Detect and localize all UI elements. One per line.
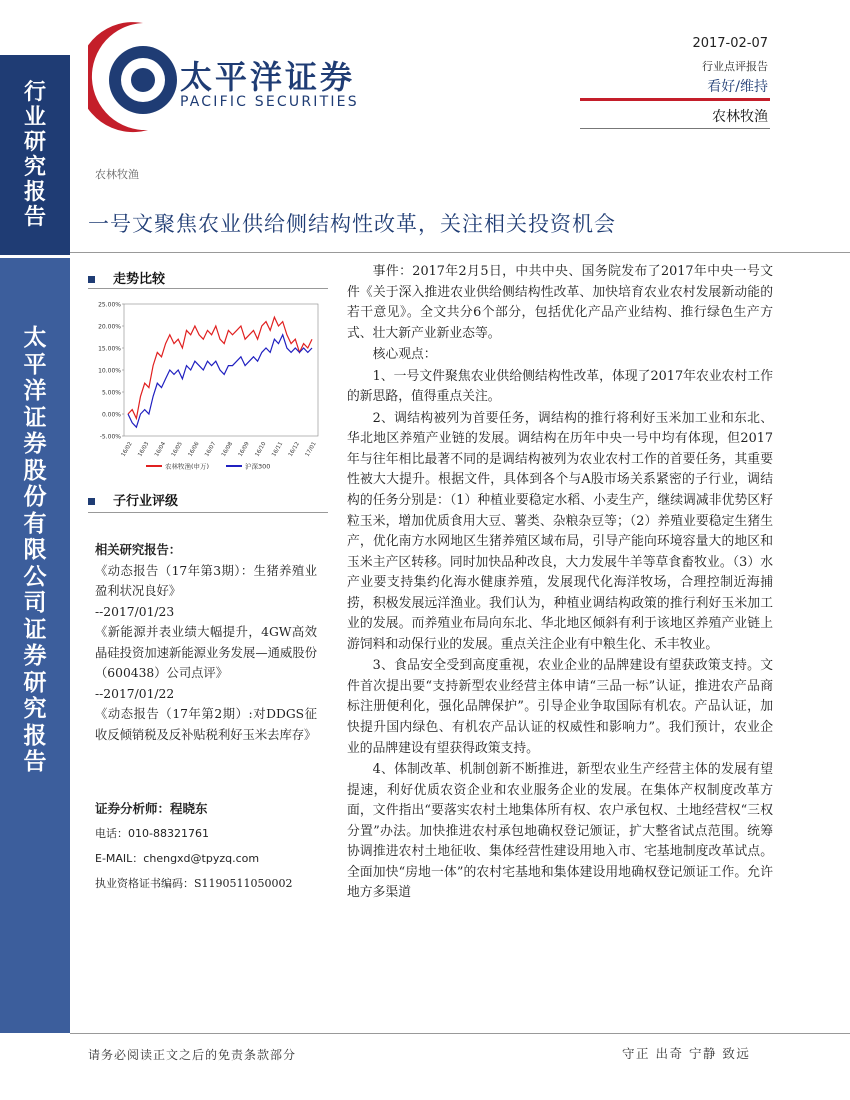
related-reports [95,540,317,745]
body-paragraph: 4、体制改革、机制创新不断推进，新型农业生产经营主体的发展有望提速，利好优质农资企业和农业服务企业的发展。在集体产权制度改革方面，文件指出“要落实农村土地集体所有权、农户承包权、土地经营权“三权分置”办法。加快推进农村承包地确权登记颁证，扩大整省试点范围。统筹协调推进农村土地征收、集体经营性建设用地入市、宅基地制度改革试点。全面加快“房地一体”的农村宅基地和集体建设用地确权登记颁证工作。允许地方多渠道 [347,762,773,901]
logo-english-name: PACIFIC SECURITIES [180,94,359,110]
x-tick-label: 16/02 [120,441,134,458]
x-tick-label: 17/01 [304,441,318,458]
sector-label: 农林牧渔 [712,109,768,125]
report-date: 2017-02-07 [692,36,768,51]
x-tick-label: 16/12 [287,441,301,458]
y-tick-label: 20.00% [98,323,121,331]
subsector-section-heading: 子行业评级 [88,490,178,509]
y-tick-label: 15.00% [98,345,121,353]
breadcrumb: 农林牧渔 [95,168,139,181]
x-tick-label: 16/07 [204,441,218,458]
sidebar-report-category: 行 业 研 究 报 告 [23,79,46,230]
related-report-title: 《动态报告（17年第2期）:对DDGS征收反倾销税及反补贴税利好玉米去库存》 [95,707,317,742]
footer-divider [70,1033,850,1034]
related-report-title: 《新能源并表业绩大幅提升，4GW高效晶硅投资加速新能源业务发展—通威股份（600438）公司点评》 [95,625,317,680]
analyst-name: 证券分析师：程晓东 [95,801,208,816]
x-tick-label: 16/05 [170,441,184,458]
series-line-index [128,335,312,427]
x-tick-label: 16/04 [154,441,168,458]
analyst-email: E-MAIL：chengxd@tpyzq.com [95,852,260,865]
sidebar-company-label: 太 平 洋 证 券 股 份 有 限 公 司 证 券 研 究 报 告 [23,324,47,775]
trend-comparison-chart [86,296,326,476]
chart-plot-frame [124,304,318,436]
related-report-date: --2017/01/23 [95,604,175,619]
y-tick-label: 10.00% [98,367,121,375]
analyst-info [95,796,325,896]
related-report-date: --2017/01/22 [95,686,175,701]
x-tick-label: 16/10 [254,441,268,458]
rating-label: 看好/维持 [707,79,768,95]
y-tick-label: -5.00% [99,433,121,441]
body-paragraph: 核心观点： [372,347,437,363]
analyst-phone: 电话：010-88321761 [95,827,209,840]
bullet-square-icon [88,498,95,505]
analyst-license: 执业资格证书编码：S1190511050002 [95,877,293,890]
body-paragraph: 事件：2017年2月5日，中共中央、国务院发布了2017年中央一号文件《关于深入推进农业供给侧结构性改革、加快培育农业农村发展新动能的若干意见》。全文共分6个部分，包括优化产品产业结构、推行绿色生产方式、壮大新产业新业态等。 [347,264,773,341]
x-tick-label: 16/11 [271,441,285,458]
y-tick-label: 5.00% [101,389,121,397]
bullet-square-icon [88,276,95,283]
legend-label: 沪深300 [245,462,271,471]
left-sidebar [0,0,70,1100]
body-paragraph: 3、食品安全受到高度重视，农业企业的品牌建设有望获政策支持。文件首次提出要“支持新型农业经营主体申请“三品一标”认证，推进农产品商标注册便利化，强化品牌保护”。引导企业争取国际有机农。产品认证，加快提升国内绿色、有机农产品认证的权威性和影响力”。我们预计，农业企业的品牌建设有望获得政策支持。 [347,658,773,756]
footer-motto: 守正 出奇 宁静 致远 [622,1046,751,1061]
title-divider [70,252,850,253]
report-title: 一号文聚焦农业供给侧结构性改革，关注相关投资机会 [88,212,616,236]
report-body [347,262,773,905]
related-report-title: 《动态报告（17年第3期）：生猪养殖业盈利状况良好》 [95,563,317,598]
trend-section-heading: 走势比较 [88,268,165,287]
body-paragraph: 1、一号文件聚焦农业供给侧结构性改革，体现了2017年农业农村工作的新思路，值得重点关注。 [347,368,773,405]
footer-disclaimer: 请务必阅读正文之后的免责条款部分 [88,1048,297,1062]
x-tick-label: 16/09 [237,441,251,458]
header-red-rule [580,98,770,101]
y-tick-label: 0.00% [101,411,121,419]
x-tick-label: 16/03 [137,441,151,458]
subsector-section-divider [88,512,328,513]
logo-chinese-name: 太平洋证券 [180,58,356,96]
related-reports-heading: 相关研究报告： [95,542,182,557]
body-paragraph: 2、调结构被列为首要任务，调结构的推行将利好玉米加工业和东北、华北地区养殖产业链的发展。调结构在历年中央一号中均有体现，但2017年与往年相比最著不同的是调结构被列为农业农村工作的首要任务，其重要性被大大提升。根据文件，具体到各个与A股市场关系紧密的子行业，调结构的任务分别是：（1）种植业要稳定水稻、小麦生产，继续调减非优势区籽粒玉米，增加优质食用大豆、薯类、杂粮杂豆等；（2）养殖业要稳定生猪生产，优化南方水网地区生猪养殖区域布局，引导产能向环境容量大的地区和玉米主产区转移。同时加快品种改良，大力发展牛羊等草食畜牧业。（3）水产业要支持集约化海水健康养殖，发展现代化海洋牧场，合理控制近海捕捞，积极发展远洋渔业。我们认为，种植业调结构政策的推行利好玉米加工业的发展。而养殖业布局向东北、华北地区倾斜有利于该地区养殖产业链上游饲料和动保行业的发展。重点关注企业有中粮生化、禾丰牧业。 [347,410,773,652]
trend-section-divider [88,288,328,289]
x-tick-label: 16/08 [220,441,235,458]
legend-label: 农林牧渔(申万) [165,462,210,471]
header-divider [580,128,770,129]
series-line-sector [128,317,312,418]
y-tick-label: 25.00% [98,301,121,309]
x-tick-label: 16/06 [187,441,201,458]
report-type: 行业点评报告 [702,60,768,73]
